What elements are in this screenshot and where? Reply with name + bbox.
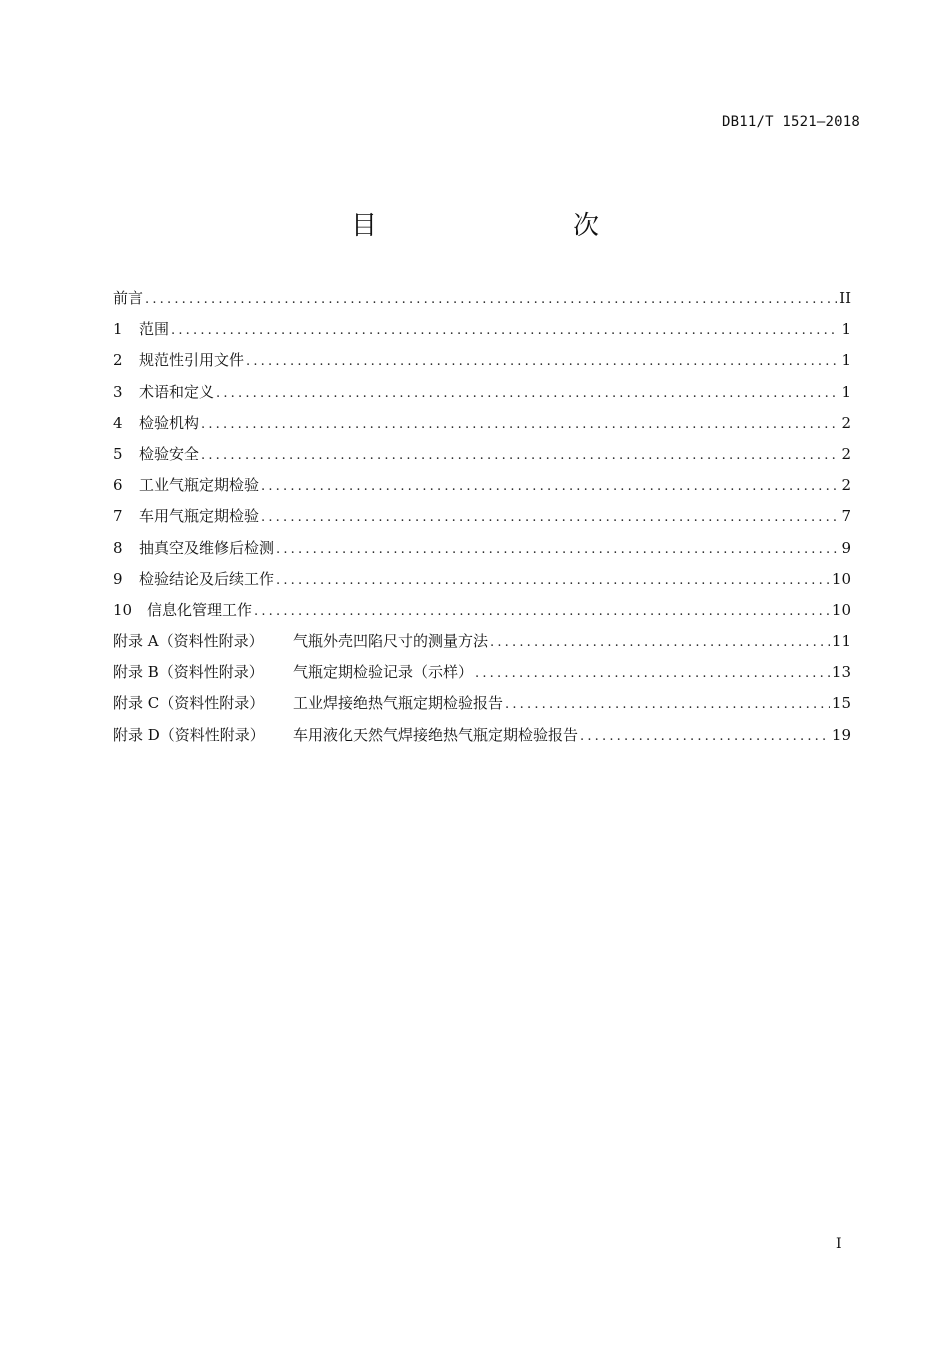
toc-entry-number: 10 [113, 600, 133, 619]
toc-leader-dots [254, 596, 830, 627]
toc-leader-dots [201, 409, 839, 440]
toc-entry-page: 15 [831, 694, 851, 713]
toc-entry-3[interactable] [113, 377, 851, 408]
toc-entry-label: 检验结论及后续工作 [139, 569, 275, 588]
toc-appendix-prefix: 附录 A（资料性附录） [113, 632, 264, 651]
toc-entry-page: 11 [831, 632, 851, 651]
toc-entry-page: 1 [841, 351, 851, 370]
toc-entry-page: 10 [831, 600, 851, 619]
toc-leader-dots [580, 721, 830, 752]
toc-entry-8[interactable] [113, 533, 851, 564]
toc-leader-dots [246, 346, 839, 377]
toc-entry-9[interactable] [113, 564, 851, 595]
toc-entry-4[interactable] [113, 408, 851, 439]
toc-entry-page: 2 [841, 413, 851, 432]
toc-entry-number: 9 [113, 569, 123, 588]
toc-entry-appendix-c[interactable] [113, 688, 851, 719]
toc-entry-number: 3 [113, 382, 123, 401]
toc-entry-number: 1 [113, 320, 123, 339]
toc-entry-number: 8 [113, 538, 123, 557]
toc-entry-label: 抽真空及维修后检测 [139, 538, 275, 557]
toc-entry-label: 术语和定义 [139, 382, 215, 401]
toc-leader-dots [276, 565, 830, 596]
page-title: 目 次 [350, 211, 647, 241]
toc-entry-10[interactable] [113, 595, 851, 626]
toc-entry-number: 4 [113, 413, 123, 432]
toc-entry-label: 范围 [139, 320, 170, 339]
toc-entry-number: 7 [113, 507, 123, 526]
toc-entry-number: 5 [113, 444, 123, 463]
toc-leader-dots [276, 534, 839, 565]
toc-leader-dots [261, 502, 839, 533]
toc-entry-5[interactable] [113, 439, 851, 470]
toc-entry-label: 车用气瓶定期检验 [139, 507, 260, 526]
toc-leader-dots [475, 658, 830, 689]
toc-leader-dots [490, 627, 830, 658]
toc-leader-dots [216, 378, 839, 409]
toc-entry-label: 检验机构 [139, 413, 200, 432]
toc-entry-label: 工业焊接绝热气瓶定期检验报告 [293, 694, 504, 713]
toc-leader-dots [145, 284, 837, 315]
toc-entry-page: 2 [841, 476, 851, 495]
toc-entry-label: 前言 [113, 289, 144, 307]
toc-entry-label: 车用液化天然气焊接绝热气瓶定期检验报告 [293, 725, 579, 744]
toc-entry-page: 13 [831, 663, 851, 682]
toc-entry-6[interactable] [113, 470, 851, 501]
toc-entry-appendix-b[interactable] [113, 657, 851, 688]
toc-entry-7[interactable] [113, 501, 851, 532]
toc-entry-label: 规范性引用文件 [139, 351, 245, 370]
toc-appendix-prefix: 附录 D（资料性附录） [113, 725, 265, 744]
toc-leader-dots [201, 440, 839, 471]
toc-entry-page: 2 [841, 444, 851, 463]
toc-entry-1[interactable] [113, 314, 851, 345]
toc-entry-label: 工业气瓶定期检验 [139, 476, 260, 495]
page-number: I [836, 1236, 842, 1252]
toc-leader-dots [505, 689, 830, 720]
toc-entry-page: 1 [841, 382, 851, 401]
toc-entry-page: 10 [831, 569, 851, 588]
toc-entry-page: 19 [831, 725, 851, 744]
toc-entry-page: 9 [841, 538, 851, 557]
toc-appendix-prefix: 附录 C（资料性附录） [113, 694, 265, 713]
toc-entry-2[interactable] [113, 345, 851, 376]
standard-code: DB11/T 1521—2018 [721, 114, 860, 130]
toc-appendix-prefix: 附录 B（资料性附录） [113, 663, 264, 682]
toc-entry-page: 7 [841, 507, 851, 526]
toc-leader-dots [171, 315, 839, 346]
toc-entry-appendix-a[interactable] [113, 626, 851, 657]
toc-entry-label: 信息化管理工作 [147, 600, 253, 619]
toc-entry-foreword[interactable] [113, 283, 851, 314]
toc-leader-dots [261, 471, 839, 502]
toc-entry-page: II [839, 289, 851, 307]
toc-entry-number: 2 [113, 351, 123, 370]
toc-entry-page: 1 [841, 320, 851, 339]
table-of-contents [113, 283, 851, 751]
toc-entry-appendix-d[interactable] [113, 720, 851, 751]
toc-entry-number: 6 [113, 476, 123, 495]
toc-entry-label: 气瓶外壳凹陷尺寸的测量方法 [293, 632, 489, 651]
toc-entry-label: 检验安全 [139, 444, 200, 463]
toc-entry-label: 气瓶定期检验记录（示样） [293, 663, 474, 682]
